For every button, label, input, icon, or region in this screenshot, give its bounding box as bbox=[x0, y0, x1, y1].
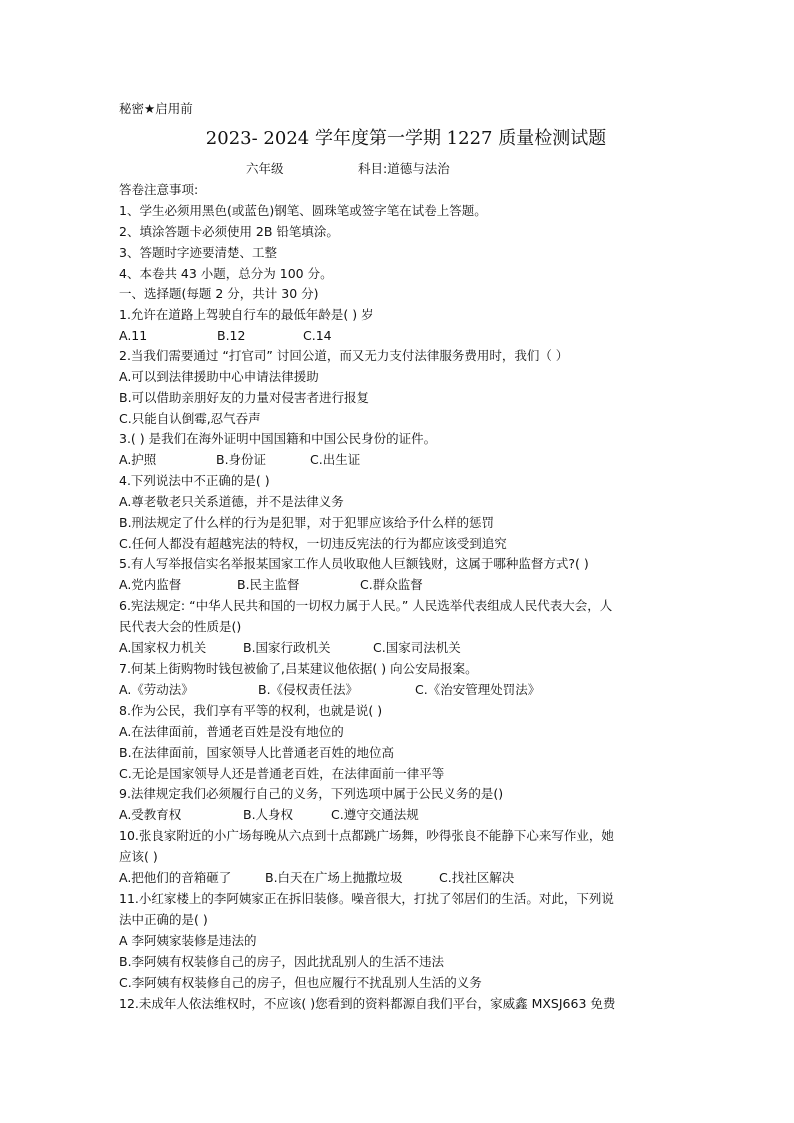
option-c: C.群众监督 bbox=[360, 577, 423, 592]
option-b: B.《侵权责任法》 bbox=[258, 682, 359, 697]
subject-label: 科目:道德与法治 bbox=[358, 161, 450, 176]
question-stem: 9.法律规定我们必须履行自己的义务，下列选项中属于公民义务的是() bbox=[119, 786, 504, 801]
option-a: A.尊老敬老只关系道德，并不是法律义务 bbox=[119, 494, 344, 509]
confidential-label: 秘密★启用前 bbox=[119, 101, 193, 116]
option-b: B.12 bbox=[217, 328, 246, 343]
option-c: C.找社区解决 bbox=[439, 870, 515, 885]
question-stem: 6.宪法规定: “中华人民共和国的一切权力属于人民。” 人民选举代表组成人民代表大会，人 bbox=[119, 598, 613, 613]
option-row bbox=[119, 870, 514, 886]
note-item: 1、学生必须用黑色(或蓝色)钢笔、圆珠笔或签字笔在试卷上答题。 bbox=[119, 203, 487, 218]
option-b: B.身份证 bbox=[216, 452, 267, 467]
option-b: B.李阿姨有权装修自己的房子，因此扰乱别人的生活不违法 bbox=[119, 954, 445, 969]
option-b: B.刑法规定了什么样的行为是犯罪，对于犯罪应该给予什么样的惩罚 bbox=[119, 515, 495, 530]
option-b: B.可以借助亲朋好友的力量对侵害者进行报复 bbox=[119, 390, 370, 405]
option-row bbox=[119, 807, 419, 823]
note-item: 4、本卷共 43 小题，总分为 100 分。 bbox=[119, 266, 333, 281]
question-stem: 5.有人写举报信实名举报某国家工作人员收取他人巨额钱财，这属于哪种监督方式?( ) bbox=[119, 556, 589, 571]
option-row bbox=[119, 328, 332, 344]
notes-heading: 答卷注意事项: bbox=[119, 182, 199, 197]
option-c: C.14 bbox=[303, 328, 332, 343]
option-row bbox=[119, 452, 360, 468]
option-a: A.国家权力机关 bbox=[119, 640, 207, 655]
option-a: A.党内监督 bbox=[119, 577, 182, 592]
question-stem-cont: 法中正确的是( ) bbox=[119, 912, 208, 927]
grade-label: 六年级 bbox=[246, 161, 284, 176]
section-heading: 一、选择题(每题 2 分，共计 30 分) bbox=[119, 286, 319, 301]
option-a: A.11 bbox=[119, 328, 148, 343]
option-c: C.国家司法机关 bbox=[373, 640, 461, 655]
option-b: B.在法律面前，国家领导人比普通老百姓的地位高 bbox=[119, 745, 395, 760]
question-stem: 4.下列说法中不正确的是( ) bbox=[119, 473, 270, 488]
option-a: A 李阿姨家装修是违法的 bbox=[119, 933, 257, 948]
option-row bbox=[119, 577, 423, 593]
option-c: C.出生证 bbox=[310, 452, 361, 467]
question-stem: 8.作为公民，我们享有平等的权利，也就是说( ) bbox=[119, 703, 383, 718]
option-a: A.在法律面前，普通老百姓是没有地位的 bbox=[119, 724, 344, 739]
option-c: C.《治安管理处罚法》 bbox=[415, 682, 541, 697]
question-stem-cont: 应该( ) bbox=[119, 849, 158, 864]
exam-title-text: 2023- 2024 学年度第一学期 1227 质量检测试题 bbox=[205, 128, 607, 149]
question-stem: 10.张良家附近的小广场每晚从六点到十点都跳广场舞，吵得张良不能静下心来写作业，她 bbox=[119, 828, 614, 843]
option-a: A.《劳动法》 bbox=[119, 682, 194, 697]
option-b: B.民主监督 bbox=[237, 577, 300, 592]
option-b: B.人身权 bbox=[243, 807, 294, 822]
option-c: C.李阿姨有权装修自己的房子，但也应履行不扰乱别人生活的义务 bbox=[119, 975, 482, 990]
question-stem: 2.当我们需要通过 “打官司” 讨回公道，而又无力支付法律服务费用时，我们（ ） bbox=[119, 348, 569, 363]
option-a: A.受教育权 bbox=[119, 807, 182, 822]
option-row bbox=[119, 640, 461, 656]
option-b: B.白天在广场上抛撒垃圾 bbox=[265, 870, 403, 885]
option-b: B.国家行政机关 bbox=[243, 640, 331, 655]
question-stem-cont: 民代表大会的性质是() bbox=[119, 619, 242, 634]
option-row bbox=[119, 682, 540, 698]
question-stem: 1.允许在道路上驾驶自行车的最低年龄是( ) 岁 bbox=[119, 307, 374, 322]
question-stem: 7.何某上街购物时钱包被偷了,吕某建议他依据( ) 向公安局报案。 bbox=[119, 661, 478, 676]
question-stem: 11.小红家楼上的李阿姨家正在拆旧装修。噪音很大，打扰了邻居们的生活。对此，下列说 bbox=[119, 891, 614, 906]
note-item: 2、填涂答题卡必须使用 2B 铅笔填涂。 bbox=[119, 224, 339, 239]
question-stem: 12.未成年人依法维权时，不应该( )您看到的资料都源自我们平台，家威鑫 MXSJ663 免费 bbox=[119, 996, 616, 1011]
note-item: 3、答题时字迹要清楚、工整 bbox=[119, 245, 277, 260]
question-stem: 3.( ) 是我们在海外证明中国国籍和中国公民身份的证件。 bbox=[119, 431, 437, 446]
option-a: A.护照 bbox=[119, 452, 157, 467]
option-c: C.任何人都没有超越宪法的特权，一切违反宪法的行为都应该受到追究 bbox=[119, 536, 507, 551]
exam-title bbox=[0, 128, 794, 150]
option-c: C.遵守交通法规 bbox=[331, 807, 419, 822]
option-c: C.无论是国家领导人还是普通老百姓，在法律面前一律平等 bbox=[119, 766, 445, 781]
option-a: A.可以到法律援助中心申请法律援助 bbox=[119, 369, 319, 384]
option-a: A.把他们的音箱砸了 bbox=[119, 870, 232, 885]
option-c: C.只能自认倒霉,忍气吞声 bbox=[119, 411, 261, 426]
